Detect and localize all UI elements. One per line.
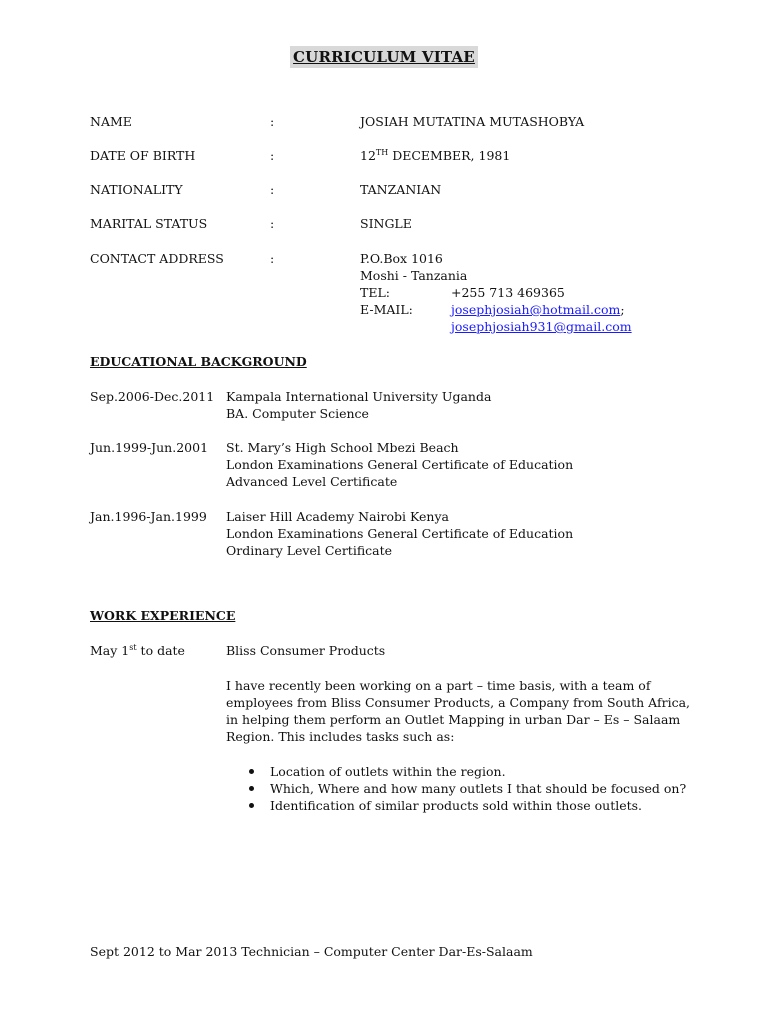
dob-label: DATE OF BIRTH xyxy=(90,148,196,163)
work-heading: WORK EXPERIENCE xyxy=(90,608,236,623)
task-item: Identification of similar products sold within those outlets. xyxy=(226,797,686,814)
examination-board: London Examinations General Certificate of Education xyxy=(226,457,574,472)
education-dates: Jun.1999-Jun.2001 xyxy=(90,440,209,455)
institution: St. Mary’s High School Mbezi Beach xyxy=(226,440,459,455)
job-date-start: May 1 xyxy=(90,643,130,658)
dob-ordinal: TH xyxy=(375,147,389,157)
name-colon: : xyxy=(270,114,275,129)
task-item: Which, Where and how many outlets I that should be focused on? xyxy=(226,780,686,797)
title-container xyxy=(0,46,768,68)
nationality-label: NATIONALITY xyxy=(90,182,183,197)
dob-colon: : xyxy=(270,148,275,163)
po-box: P.O.Box 1016 xyxy=(360,251,443,266)
education-details xyxy=(226,508,573,559)
qualification: Advanced Level Certificate xyxy=(226,474,398,489)
job-dates xyxy=(90,642,185,659)
name-value: JOSIAH MUTATINA MUTASHOBYA xyxy=(360,114,585,129)
dob-day: 12 xyxy=(360,148,376,163)
education-details xyxy=(226,388,491,422)
description-line: Region. This includes tasks such as: xyxy=(226,729,455,744)
job-date-end: to date xyxy=(136,643,185,658)
nationality-value: TANZANIAN xyxy=(360,182,442,197)
marital-label: MARITAL STATUS xyxy=(90,216,208,231)
document-title: CURRICULUM VITAE xyxy=(290,46,478,68)
institution: Kampala International University Uganda xyxy=(226,389,492,404)
institution: Laiser Hill Academy Nairobi Kenya xyxy=(226,509,449,524)
qualification: Ordinary Level Certificate xyxy=(226,543,393,558)
email-secondary-wrap xyxy=(451,318,632,335)
job-employer: Bliss Consumer Products xyxy=(226,643,386,658)
email-link-hotmail[interactable]: josephjosiah@hotmail.com xyxy=(451,302,621,317)
marital-value: SINGLE xyxy=(360,216,412,231)
nationality-colon: : xyxy=(270,182,275,197)
education-dates: Jan.1996-Jan.1999 xyxy=(90,509,207,524)
dob-month-year: DECEMBER, 1981 xyxy=(388,148,511,163)
job-entry-2: Sept 2012 to Mar 2013 Technician – Computer Center Dar-Es-Salaam xyxy=(90,944,533,959)
education-details xyxy=(226,439,573,490)
email-link-gmail[interactable]: josephjosiah931@gmail.com xyxy=(451,319,632,334)
tel-line xyxy=(360,284,565,301)
city: Moshi - Tanzania xyxy=(360,268,468,283)
contact-label: CONTACT ADDRESS xyxy=(90,251,224,266)
qualification: BA. Computer Science xyxy=(226,406,369,421)
email-line-2 xyxy=(360,318,632,335)
job-date-ordinal: st xyxy=(129,642,137,652)
examination-board: London Examinations General Certificate of Education xyxy=(226,526,574,541)
email-separator: ; xyxy=(620,302,625,317)
dob-value xyxy=(360,147,510,164)
job-description xyxy=(226,677,696,745)
description-line: in helping them perform an Outlet Mapping in urban Dar – Es – Salaam xyxy=(226,712,681,727)
email-primary-wrap xyxy=(451,301,625,318)
marital-colon: : xyxy=(270,216,275,231)
task-item: Location of outlets within the region. xyxy=(226,763,686,780)
description-line: employees from Bliss Consumer Products, a Company from South Africa, xyxy=(226,695,690,710)
description-line: I have recently been working on a part – time basis, with a team of xyxy=(226,678,651,693)
task-list xyxy=(226,763,686,814)
contact-colon: : xyxy=(270,251,275,266)
education-dates: Sep.2006-Dec.2011 xyxy=(90,389,215,404)
name-label: NAME xyxy=(90,114,132,129)
email-line xyxy=(360,301,625,318)
contact-address xyxy=(360,250,632,335)
education-heading: EDUCATIONAL BACKGROUND xyxy=(90,354,307,369)
tel-value: +255 713 469365 xyxy=(451,285,565,300)
email-label: E-MAIL: xyxy=(360,302,413,317)
tel-label: TEL: xyxy=(360,285,390,300)
